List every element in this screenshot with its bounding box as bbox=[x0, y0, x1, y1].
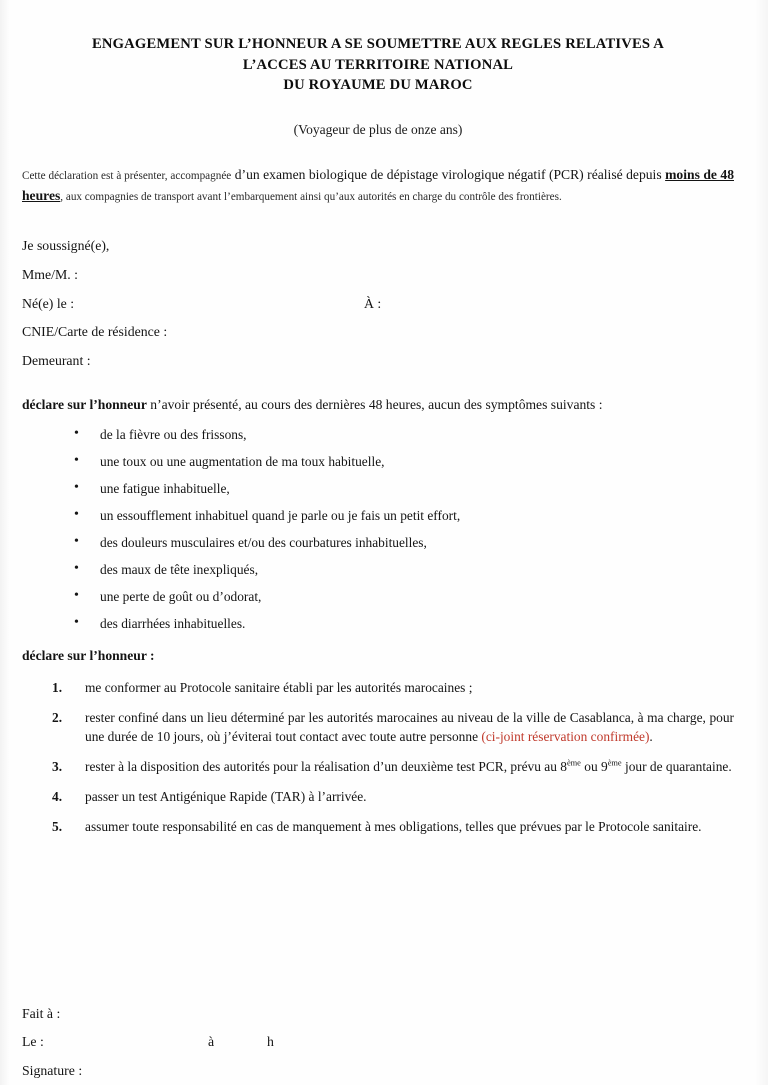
list-item bbox=[52, 708, 734, 746]
signature-row[interactable] bbox=[22, 1057, 734, 1085]
list-item: • des douleurs musculaires et/ou des courbatures inhabituelles, bbox=[74, 535, 734, 551]
commitments-declaration-heading: déclare sur l’honneur : bbox=[22, 648, 155, 664]
identity-intro-row bbox=[22, 232, 734, 261]
list-item bbox=[52, 678, 734, 697]
intro-part-1: Cette déclaration est à présenter, accompagnée bbox=[22, 170, 232, 183]
intro-part-2: d’un examen biologique de dépistage virologique négatif (PCR) réalisé depuis bbox=[234, 167, 662, 183]
intro-paragraph bbox=[22, 165, 734, 206]
commitment-5-text: assumer toute responsabilité en cas de manquement à mes obligations, telles que prévues par le Protocole sanitaire. bbox=[85, 819, 702, 835]
commitment-2-text-before: rester confiné dans un lieu déterminé par les autorités marocaines au niveau de la ville de Casablanca, à ma charge, pour une durée de 10 jours, où j’éviterai tout contact avec toute autre personne bbox=[85, 710, 734, 745]
birth-date-label: Né(e) le : bbox=[22, 295, 75, 311]
commitment-4-text: passer un test Antigénique Rapide (TAR) à l’arrivée. bbox=[85, 789, 367, 805]
list-item: • des diarrhées inhabituelles. bbox=[74, 616, 734, 632]
list-item: • de la fièvre ou des frissons, bbox=[74, 427, 734, 443]
identity-block bbox=[22, 232, 734, 375]
title-line-3: DU ROYAUME DU MAROC bbox=[283, 77, 473, 94]
place-label: Fait à : bbox=[22, 1006, 61, 1021]
symptoms-lead-rest: n’avoir présenté, au cours des dernières 48 heures, aucun des symptômes suivants : bbox=[146, 397, 603, 413]
time-at-label: à bbox=[208, 1034, 215, 1050]
commitment-3-text-mid: ou 9 bbox=[580, 759, 608, 775]
identity-id-row[interactable] bbox=[22, 318, 734, 347]
symptoms-declaration-lead bbox=[22, 397, 734, 413]
list-item bbox=[52, 787, 734, 806]
commitment-2-text-after: . bbox=[649, 729, 653, 745]
date-label: Le : bbox=[22, 1034, 44, 1050]
symptoms-list bbox=[22, 427, 734, 633]
commitments-list bbox=[22, 678, 734, 836]
list-item bbox=[52, 757, 734, 776]
id-number-label: CNIE/Carte de résidence : bbox=[22, 324, 168, 340]
list-item: • un essoufflement inhabituel quand je parle ou je fais un petit effort, bbox=[74, 508, 734, 524]
commitment-2-highlight: (ci-joint réservation confirmée) bbox=[481, 729, 650, 745]
identity-intro-label: Je soussigné(e), bbox=[22, 238, 110, 254]
title-line-1: ENGAGEMENT SUR L’HONNEUR A SE SOUMETTRE AUX REGLES RELATIVES A bbox=[91, 36, 665, 52]
commitment-3-text-before: rester à la disposition des autorités pour la réalisation d’un deuxième test PCR, prévu au 8 bbox=[85, 759, 567, 775]
list-item bbox=[52, 817, 734, 836]
document-subtitle: (Voyageur de plus de onze ans) bbox=[293, 122, 463, 138]
symptoms-lead-bold: déclare sur l’honneur bbox=[22, 397, 147, 413]
commitment-3-ordinal-2: ème bbox=[607, 758, 622, 768]
list-item: • une perte de goût ou d’odorat, bbox=[74, 589, 734, 605]
scan-edge-left bbox=[0, 0, 10, 1085]
list-item: • une toux ou une augmentation de ma toux habituelle, bbox=[74, 454, 734, 470]
list-item: • une fatigue inhabituelle, bbox=[74, 481, 734, 497]
signature-label: Signature : bbox=[22, 1062, 83, 1078]
signature-block bbox=[22, 1000, 734, 1085]
commitment-1-text: me conformer au Protocole sanitaire établi par les autorités marocaines ; bbox=[85, 680, 473, 696]
identity-address-row[interactable] bbox=[22, 347, 734, 376]
document-title bbox=[38, 34, 718, 96]
date-row[interactable] bbox=[22, 1028, 734, 1056]
intro-part-3: , aux compagnies de transport avant l’embarquement ainsi qu’aux autorités en charge du contrôle des frontières. bbox=[60, 190, 562, 203]
list-item: • des maux de tête inexpliqués, bbox=[74, 562, 734, 578]
time-unit-label: h bbox=[267, 1034, 274, 1050]
identity-birth-row[interactable] bbox=[22, 290, 734, 319]
birth-place-label: À : bbox=[364, 295, 382, 311]
address-label: Demeurant : bbox=[22, 352, 91, 368]
commitment-3-text-after: jour de quarantaine. bbox=[621, 759, 732, 775]
intro-emphasis: moins de 48 heures bbox=[22, 167, 734, 203]
title-line-2: L’ACCES AU TERRITOIRE NATIONAL bbox=[242, 56, 514, 73]
place-row[interactable] bbox=[22, 1000, 734, 1028]
identity-name-row[interactable] bbox=[22, 261, 734, 290]
scan-edge-right bbox=[754, 0, 768, 1085]
document-body bbox=[22, 34, 734, 847]
commitment-3-ordinal-1: ème bbox=[566, 758, 581, 768]
name-label: Mme/M. : bbox=[22, 267, 78, 283]
